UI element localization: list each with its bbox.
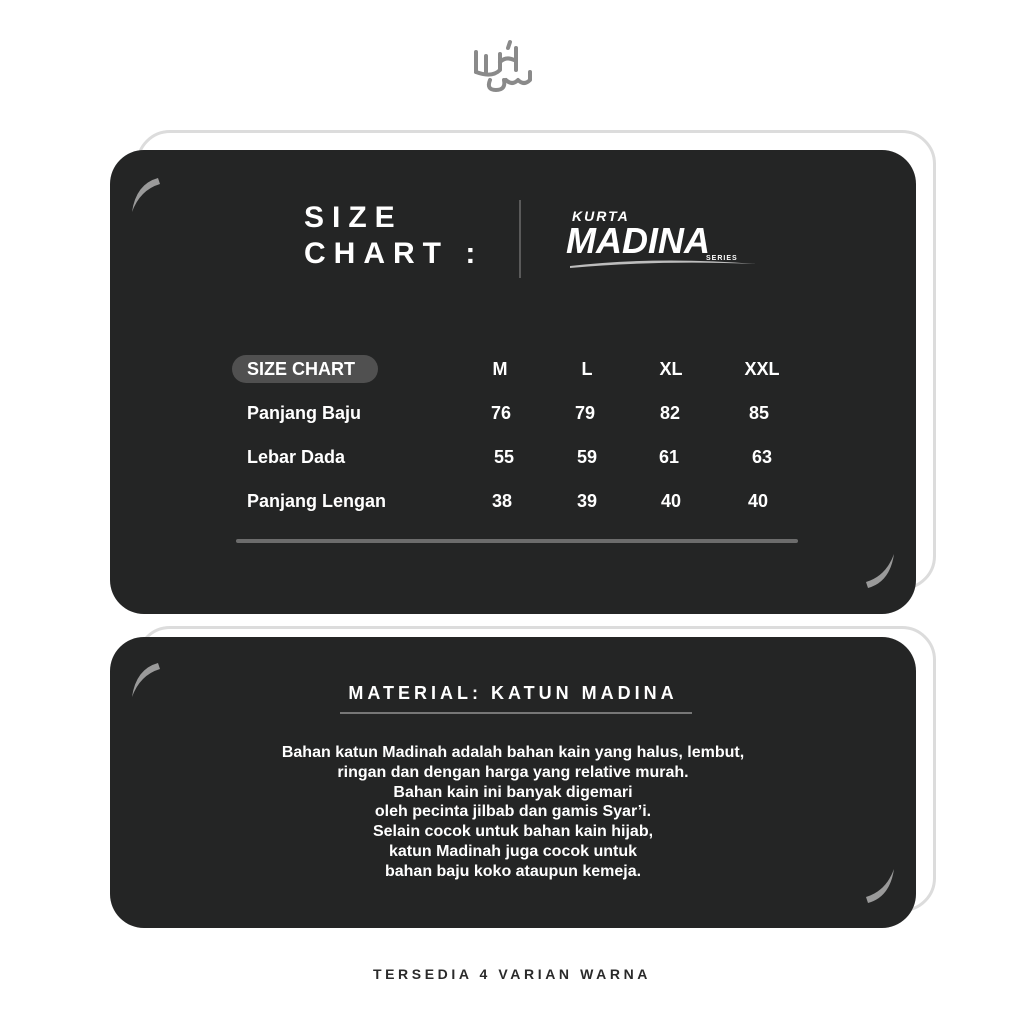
size-table <box>110 150 916 614</box>
table-cell: 38 <box>491 491 513 511</box>
size-chart-heading-line2: CHART : <box>304 237 484 270</box>
material-title-underline <box>340 712 692 714</box>
brand-sub: SERIES <box>706 255 738 262</box>
table-cell: 63 <box>751 447 773 467</box>
table-cell: 59 <box>576 447 598 467</box>
row-label: Panjang Baju <box>247 403 362 423</box>
brand-top: KURTA <box>572 208 630 224</box>
material-line: ringan dan dengan harga yang relative murah. <box>337 763 689 781</box>
material-line: katun Madinah juga cocok untuk <box>388 842 638 860</box>
material-line: Selain cocok untuk bahan kain hijab, <box>372 823 654 841</box>
material-line: Bahan katun Madinah adalah bahan kain yang halus, lembut, <box>281 744 745 761</box>
table-cell: 76 <box>490 403 512 423</box>
table-cell: 79 <box>574 403 596 423</box>
material-description <box>110 743 916 882</box>
column-header-m: M <box>492 359 508 379</box>
table-cell: 55 <box>493 447 515 467</box>
size-chart-card <box>110 150 916 614</box>
material-title: MATERIAL: KATUN MADINA <box>348 683 678 703</box>
table-header-label: SIZE CHART <box>247 359 355 379</box>
table-cell: 40 <box>660 491 682 511</box>
footer-text: TERSEDIA 4 VARIAN WARNA <box>372 966 652 982</box>
material-card <box>110 637 916 928</box>
table-cell: 85 <box>748 403 770 423</box>
material-line: bahan baju koko ataupun kemeja. <box>384 862 642 880</box>
table-cell: 39 <box>576 491 598 511</box>
size-chart-heading-line1: SIZE <box>304 201 403 234</box>
material-line: Bahan kain ini banyak digemari <box>393 783 633 801</box>
table-bottom-rule <box>236 539 798 543</box>
material-line: oleh pecinta jilbab dan gamis Syar’i. <box>374 803 652 821</box>
table-cell: 82 <box>659 403 681 423</box>
column-header-xxl: XXL <box>744 359 780 379</box>
column-header-xl: XL <box>659 359 683 379</box>
row-label: Lebar Dada <box>247 447 346 467</box>
calligraphy-logo-icon <box>466 36 546 96</box>
brand-main: MADINA <box>566 220 710 261</box>
column-header-l: L <box>581 359 593 379</box>
table-cell: 40 <box>747 491 769 511</box>
table-cell: 61 <box>658 447 680 467</box>
row-label: Panjang Lengan <box>247 491 387 511</box>
